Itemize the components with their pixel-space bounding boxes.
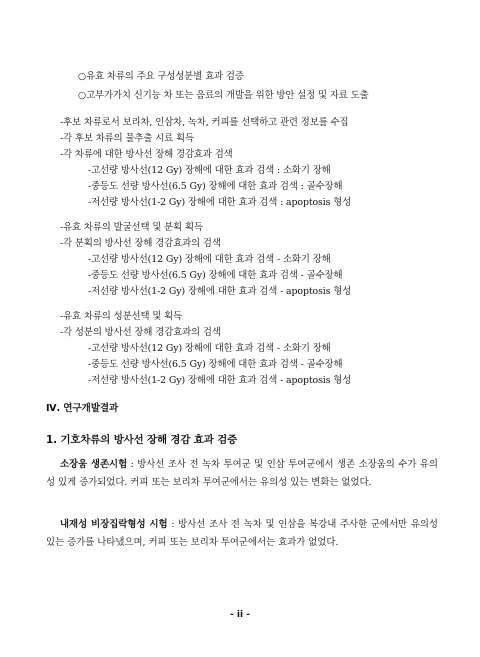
plan-subitem: -중등도 선량 방사선(6.5 Gy) 장해에 대한 효과 검색 - 골수장해	[88, 270, 343, 281]
chapter-heading: Ⅳ. 연구개발결과	[46, 403, 119, 414]
objective-line: ○유효 차류의 주요 구성성분별 효과 검증	[78, 71, 244, 82]
plan-subitem: -저선량 방사선(1-2 Gy) 장해에 대한 효과 검색 : apoptosis 형성	[88, 197, 352, 208]
plan-subitem: -고선량 방사선(12 Gy) 장해에 대한 효과 검색 - 소화기 장해	[88, 254, 331, 265]
plan-item: -유효 차류의 발굴선택 및 분획 획득	[60, 222, 203, 233]
plan-item: -후보 차류로서 보리차, 인삼차, 녹차, 커피를 선택하고 관련 정보를 수집	[60, 117, 349, 128]
plan-item: -유효 차류의 성분선택 및 획득	[60, 311, 183, 322]
paragraph-spleen-colony	[46, 516, 438, 552]
plan-subitem: -저선량 방사선(1-2 Gy) 장해에 대한 효과 검색 - apoptosis 형성	[88, 286, 352, 297]
paragraph-text: : 방사선 조사 전 녹차 투여군 및 인삼 투여군에서 생존 소장움의 수가 유의성 있게 증가되었다. 커피 또는 보리차 투여군에서는 유의성 있는 변화는 없었다.	[46, 459, 438, 488]
plan-subitem: -고선량 방사선(12 Gy) 장해에 대한 효과 검색 - 소화기 장해	[88, 343, 331, 354]
plan-subitem: -중등도 선량 방사선(6.5 Gy) 장해에 대한 효과 검색 - 골수장해	[88, 359, 343, 370]
paragraph-lead: 내재성 비장집락형성 시험	[60, 519, 168, 530]
plan-subitem: -저선량 방사선(1-2 Gy) 장해에 대한 효과 검색 - apoptosis 형성	[88, 375, 352, 386]
plan-subitem: -중등도 선량 방사선(6.5 Gy) 장해에 대한 효과 검색 : 골수장해	[88, 181, 343, 192]
plan-subitem: -고선량 방사선(12 Gy) 장해에 대한 효과 검색 : 소화기 장해	[88, 165, 331, 176]
paragraph-lead: 소장움 생존시험	[60, 459, 128, 470]
plan-item: -각 분획의 방사선 장해 경감효과의 검색	[60, 238, 221, 249]
section-title: 1. 기호차류의 방사선 장해 경감 효과 검증	[46, 434, 238, 446]
plan-item: -각 성분의 방사선 장해 경감효과의 검색	[60, 327, 221, 338]
page-number: - ii -	[230, 610, 250, 620]
objective-line: ○고부가가치 신기능 차 또는 음료의 개발을 위한 방안 설정 및 자료 도출	[78, 90, 369, 101]
paragraph-crypt-survival	[46, 456, 438, 492]
plan-item: -각 차류에 대한 방사선 장해 경감효과 검색	[60, 149, 233, 160]
plan-item: -각 후보 차류의 물추출 시료 획득	[60, 133, 194, 144]
paragraph-text: : 방사선 조사 전 녹차 및 인삼을 복강내 주사한 군에서만 유의성 있는 증가를 나타냈으며, 커피 또는 보리차 투여군에서는 효과가 없었다.	[46, 519, 438, 548]
